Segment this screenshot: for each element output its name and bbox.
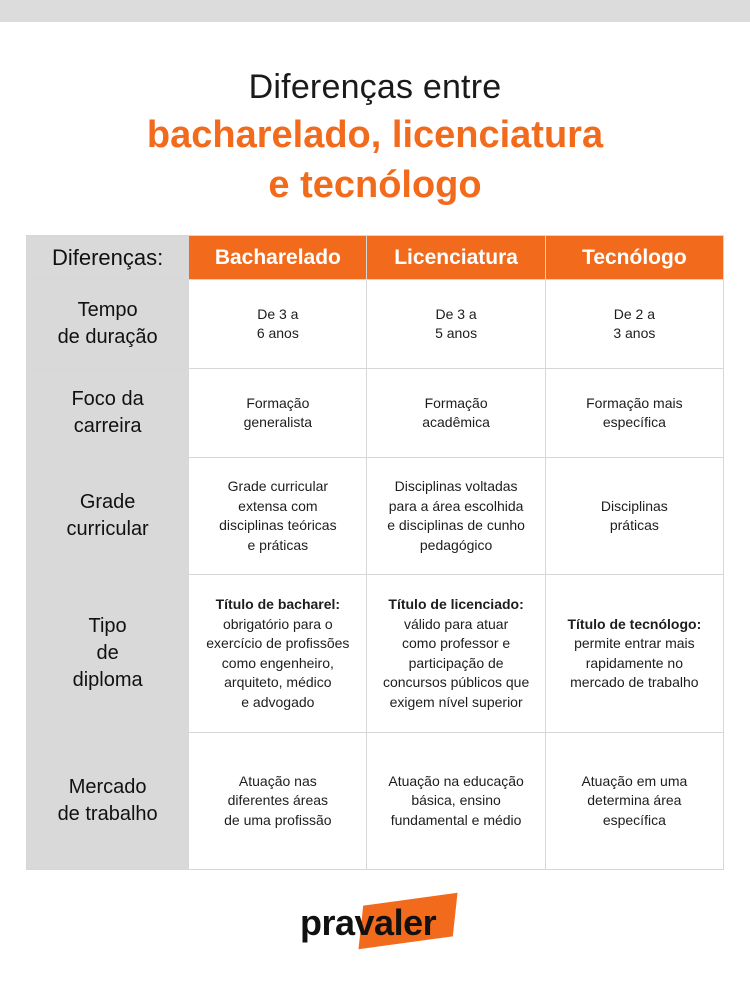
table-cell xyxy=(189,280,367,369)
page-title xyxy=(0,64,750,210)
table-header-row xyxy=(27,236,724,280)
table-cell xyxy=(545,575,723,733)
cell-text: Atuação em uma determina área específica xyxy=(581,772,688,828)
column-header-licenciatura: Licenciatura xyxy=(367,236,545,280)
cell-bold-text: Título de licenciado: xyxy=(388,596,524,612)
cell-text: permite entrar mais rapidamente no mercado de trabalho xyxy=(570,635,699,690)
table-cell xyxy=(189,369,367,458)
cell-text: Disciplinas voltadas para a área escolhida e disciplinas de cunho pedagógico xyxy=(387,478,525,553)
row-label-grade xyxy=(27,458,189,575)
row-label-foco xyxy=(27,369,189,458)
table-row xyxy=(27,575,724,733)
row-label-text: Foco da carreira xyxy=(71,388,144,437)
cell-text: obrigatório para o exercício de profissões como engenheiro, arquiteto, médico e advogado xyxy=(206,615,350,710)
row-label-mercado xyxy=(27,733,189,870)
column-header-tecnologo: Tecnólogo xyxy=(545,236,723,280)
table-cell xyxy=(189,458,367,575)
cell-text: Formação acadêmica xyxy=(422,394,490,430)
cell-text: Atuação na educação básica, ensino fundamental e médio xyxy=(388,772,524,828)
column-header-bacharelado: Bacharelado xyxy=(189,236,367,280)
cell-text: Atuação nas diferentes áreas de uma profissão xyxy=(224,772,332,828)
row-label-text: Grade curricular xyxy=(66,491,149,540)
cell-text: De 3 a 6 anos xyxy=(256,305,299,341)
cell-text: Grade curricular extensa com disciplinas teóricas e práticas xyxy=(219,478,337,553)
cell-text: De 2 a 3 anos xyxy=(613,305,656,341)
row-label-duracao xyxy=(27,280,189,369)
table-row xyxy=(27,458,724,575)
row-label-diploma xyxy=(27,575,189,733)
cell-text: Disciplinas práticas xyxy=(600,497,668,533)
table-cell xyxy=(545,369,723,458)
cell-text: De 3 a 5 anos xyxy=(435,305,478,341)
table-cell xyxy=(367,458,545,575)
cell-bold-text: Título de bacharel: xyxy=(215,596,341,612)
row-label-text: Tempo de duração xyxy=(57,299,158,348)
table-row xyxy=(27,280,724,369)
table-cell xyxy=(189,575,367,733)
top-strip xyxy=(0,0,750,22)
row-label-text: Tipo de diploma xyxy=(72,615,143,691)
cell-bold-text: Título de tecnólogo: xyxy=(567,615,702,632)
pravaler-logo xyxy=(298,895,458,953)
header-label: Diferenças: xyxy=(27,236,189,280)
title-line-2: bacharelado, licenciatura xyxy=(146,114,604,156)
table-cell xyxy=(367,369,545,458)
table-cell xyxy=(367,733,545,870)
table-cell xyxy=(367,575,545,733)
table-row xyxy=(27,733,724,870)
logo-text: pravaler xyxy=(300,902,437,943)
table-cell xyxy=(189,733,367,870)
table-row xyxy=(27,369,724,458)
cell-text: Formação generalista xyxy=(243,394,313,430)
table-cell xyxy=(545,458,723,575)
cell-text: válido para atuar como professor e participação de concursos públicos que exigem nível superior xyxy=(382,615,530,710)
table-cell xyxy=(367,280,545,369)
title-line-1: Diferenças entre xyxy=(248,68,502,106)
table-cell xyxy=(545,280,723,369)
comparison-table xyxy=(26,235,724,870)
row-label-text: Mercado de trabalho xyxy=(57,776,158,825)
table-cell xyxy=(545,733,723,870)
title-line-3: e tecnólogo xyxy=(268,164,482,206)
cell-text: Formação mais específica xyxy=(586,394,683,430)
